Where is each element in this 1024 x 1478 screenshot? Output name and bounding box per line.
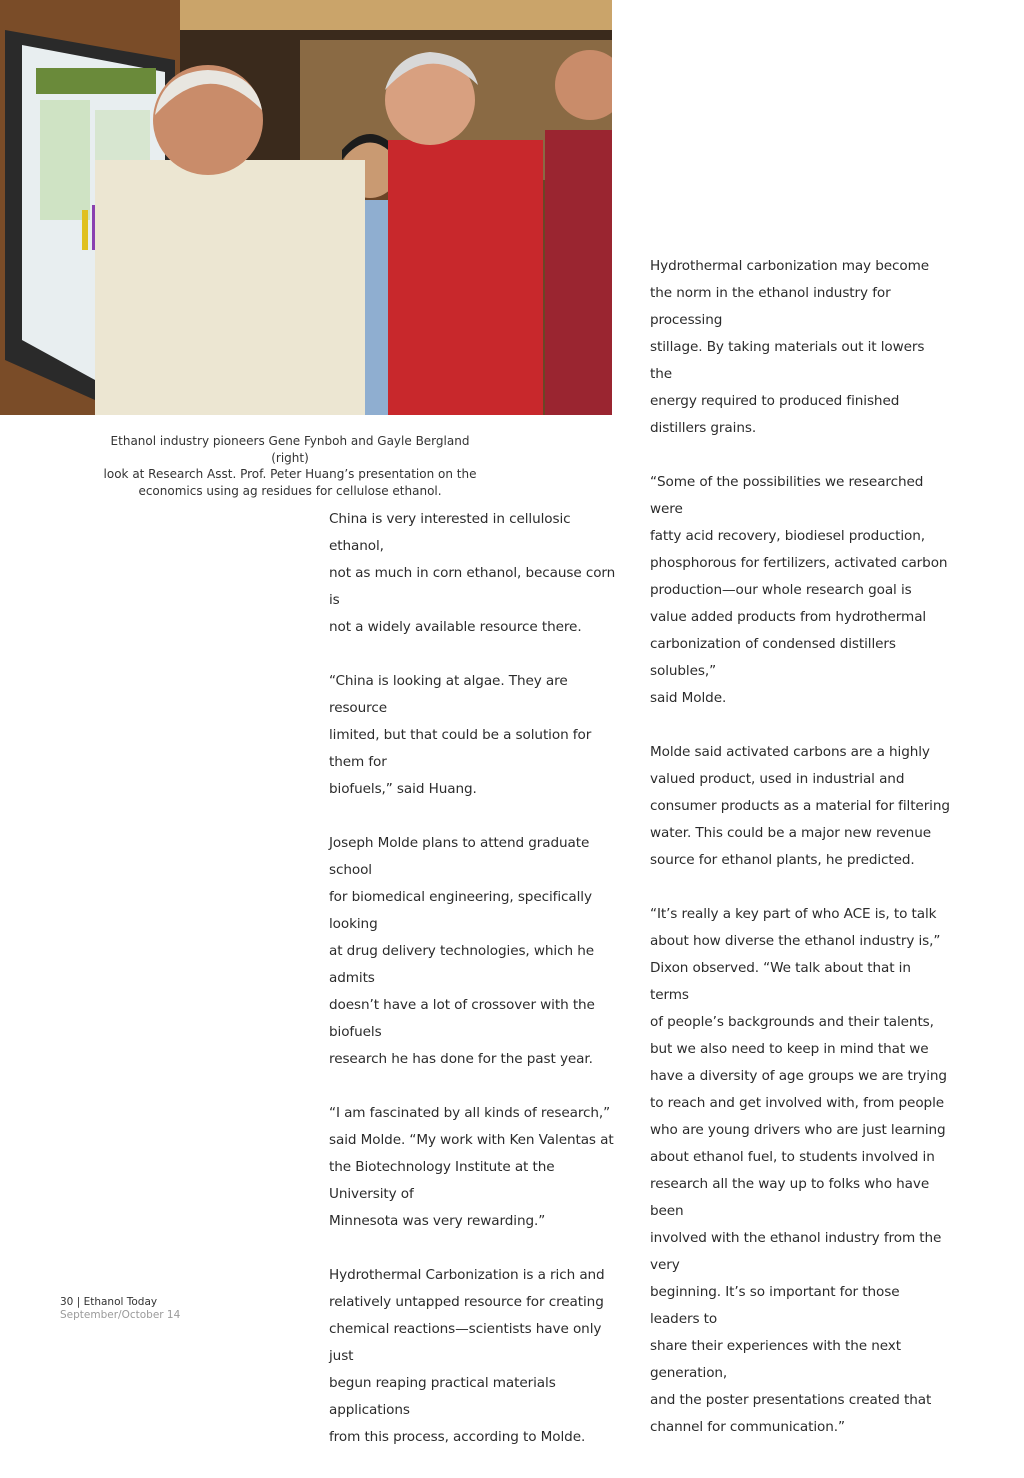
caption-line: look at Research Asst. Prof. Peter Huang’s presentation on the: [103, 467, 477, 481]
middle-text-column: [329, 506, 619, 1478]
paragraph: Joseph Molde plans to attend graduate school for biomedical engineering, specifically looking at drug delivery technologies, which he admits doesn’t have a lot of crossover with the biofuels research he has done for the past year.: [329, 835, 595, 1067]
poster-session-photo-icon: [0, 0, 612, 415]
page-folio: [60, 1296, 180, 1322]
caption-line: economics using ag residues for cellulose ethanol.: [138, 483, 442, 498]
photo-caption: [100, 433, 480, 499]
paragraph: Molde said activated carbons are a highly valued product, used in industrial and consumer products as a material for filtering water. This could be a major new revenue source for ethanol plants, he predicted.: [650, 744, 950, 868]
article-photo: [0, 0, 612, 415]
paragraph: “Some of the possibilities we researched were fatty acid recovery, biodiesel production, phosphorous for fertilizers, activated carbon production—our whole research goal is value added products from hydrothermal carbonization of condensed distillers solubles,” said Molde.: [650, 474, 948, 706]
paragraph: Hydrothermal Carbonization is a rich and relatively untapped resource for creating chemical reactions—scientists have only just begun reaping practical materials applications from this process, according to Molde.: [329, 1267, 605, 1445]
paragraph: Hydrothermal carbonization may become the norm in the ethanol industry for processing stillage. By taking materials out it lowers the energy required to produced finished distillers grains.: [650, 258, 930, 436]
paragraph: China is very interested in cellulosic ethanol, not as much in corn ethanol, because corn is not a widely available resource there.: [329, 511, 616, 635]
paragraph: “I am fascinated by all kinds of research,” said Molde. “My work with Ken Valentas at the Biotechnology Institute at the University of Minnesota was very rewarding.”: [329, 1105, 614, 1229]
paragraph: “It’s really a key part of who ACE is, to talk about how diverse the ethanol industry is,” Dixon observed. “We talk about that in terms of people’s backgrounds and their talents, but we also need to keep in mind that we have a diversity of age groups we are trying to reach and get involved with, from people who are young drivers who are just learning about ethanol fuel, to students involved in research all the way up to folks who have been involved with the ethanol industry from the very beginning. It’s so important for those leaders to share their experiences with the next generation, and the poster presentations created that channel for communication.”: [650, 906, 947, 1435]
paragraph: “China is looking at algae. They are resource limited, but that could be a solution for them for biofuels,” said Huang.: [329, 673, 592, 797]
right-text-column: [650, 253, 950, 1468]
page-number-line: 30 | Ethanol Today: [60, 1296, 158, 1308]
issue-date-line: September/October 14: [60, 1309, 181, 1321]
caption-line: Ethanol industry pioneers Gene Fynboh and Gayle Bergland (right): [110, 434, 470, 465]
